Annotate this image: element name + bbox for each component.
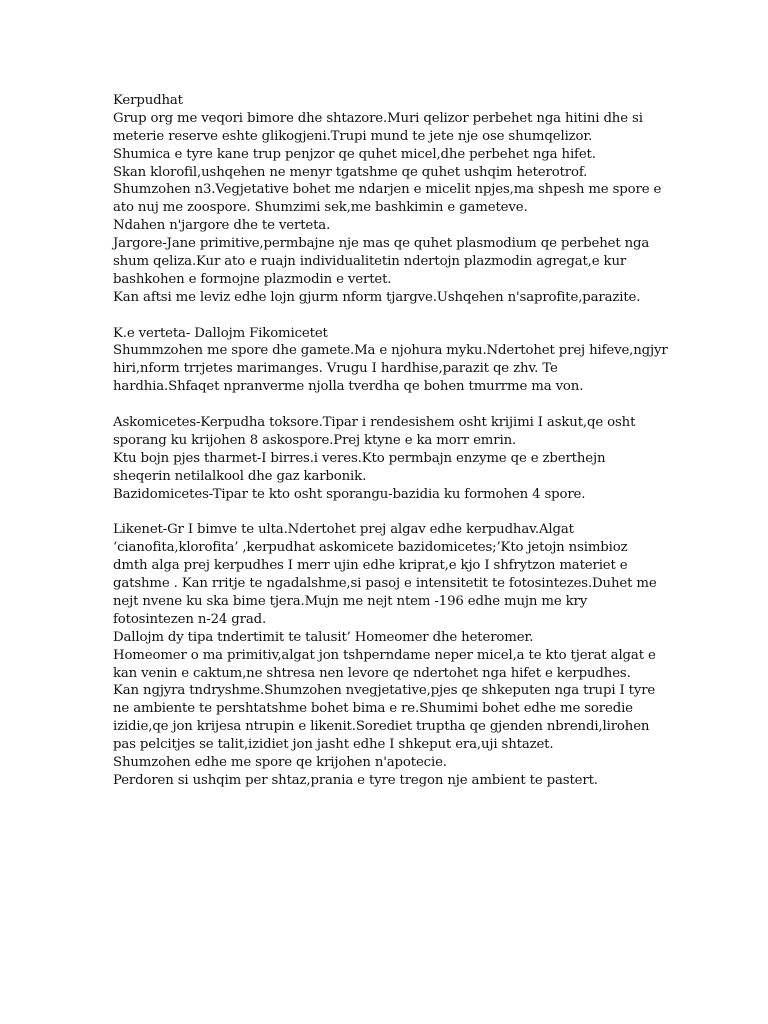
text-line: nejt nvene ku ska bime tjera.Mujn me nejt ntem -196 edhe mujn me kry bbox=[113, 593, 588, 609]
text-line: Kan aftsi me leviz edhe lojn gjurm nform tjargve.Ushqehen n'saprofite,parazite. bbox=[113, 289, 641, 305]
text-line: ato nuj me zoospore. Shumzimi sek,me bashkimin e gameteve. bbox=[113, 200, 528, 216]
text-line: Ndahen n'jargore dhe te verteta. bbox=[113, 218, 331, 234]
paragraph bbox=[113, 521, 733, 789]
document-heading: Kerpudhat bbox=[113, 93, 183, 108]
text-line: hiri,nform trrjetes marimanges. Vrugu I hardhise,parazit qe zhv. Te bbox=[113, 361, 558, 377]
text-line: izidie,qe jon krijesa ntrupin e likenit.Sorediet truptha qe gjenden nbrendi,lirohen bbox=[113, 719, 650, 735]
text-line: Bazidomicetes-Tipar te kto osht sporangu-bazidia ku formohen 4 spore. bbox=[113, 486, 586, 502]
text-line: kan venin e caktum,ne shtresa nen levore qe ndertohet nga hifet e kerpudhes. bbox=[113, 665, 631, 681]
text-line: Jargore-Jane primitive,permbajne nje mas qe quhet plasmodium qe perbehet nga bbox=[113, 236, 650, 252]
text-line: Kan ngjyra tndryshme.Shumzohen nvegjetative,pjes qe shkeputen nga trupi I tyre bbox=[113, 683, 656, 699]
paragraph bbox=[113, 92, 733, 307]
text-line: meterie reserve eshte glikogjeni.Trupi mund te jete nje ose shumqelizor. bbox=[113, 128, 593, 144]
text-line: ‘cianofita,klorofita’ ,kerpudhat askomicete bazidomicetes;’Kto jetojn nsimbioz bbox=[113, 540, 628, 556]
text-line: Grup org me veqori bimore dhe shtazore.Muri qelizor perbehet nga hitini dhe si bbox=[113, 110, 643, 126]
paragraph bbox=[113, 325, 733, 397]
text-line: ne ambiente te pershtatshme bohet bima e re.Shumimi bohet edhe me soredie bbox=[113, 701, 633, 717]
text-line: Ktu bojn pjes tharmet-I birres.i veres.Kto permbajn enzyme qe e zberthejn bbox=[113, 450, 606, 466]
text-line: dmth alga prej kerpudhes I merr ujin edhe kriprat,e kjo I shfrytzon materiet e bbox=[113, 558, 628, 574]
document-page bbox=[113, 92, 733, 790]
text-line: Skan klorofil,ushqehen ne menyr tgatshme qe quhet ushqim heterotrof. bbox=[113, 164, 588, 180]
text-line: Askomicetes-Kerpudha toksore.Tipar i rendesishem osht krijimi I askut,qe osht bbox=[113, 415, 636, 431]
text-line: Shumzohen n3.Vegjetative bohet me ndarjen e micelit npjes,ma shpesh me spore e bbox=[113, 182, 662, 198]
text-line: shum qeliza.Kur ato e ruajn individualitetin ndertojn plazmodin agregat,e kur bbox=[113, 254, 627, 270]
text-line: Homeomer o ma primitiv,algat jon tshperndame neper micel,a te kto tjerat algat e bbox=[113, 647, 656, 663]
text-line: Dallojm dy tipa tndertimit te talusit’ Homeomer dhe heteromer. bbox=[113, 629, 534, 645]
text-line: Shumica e tyre kane trup penjzor qe quhet micel,dhe perbehet nga hifet. bbox=[113, 146, 596, 162]
text-line: Shummzohen me spore dhe gamete.Ma e njohura myku.Ndertohet prej hifeve,ngjyr bbox=[113, 343, 668, 359]
text-line: pas pelcitjes se talit,izidiet jon jasht edhe I shkeput era,uji shtazet. bbox=[113, 737, 554, 753]
text-line: gatshme . Kan rritje te ngadalshme,si pasoj e intensitetit te fotosintezes.Duhet me bbox=[113, 576, 657, 592]
paragraph bbox=[113, 414, 733, 503]
text-line: bashkohen e formojne plazmodin e vertet. bbox=[113, 271, 392, 287]
text-line: Shumzohen edhe me spore qe krijohen n'apotecie. bbox=[113, 754, 447, 770]
text-line: sporang ku krijohen 8 askospore.Prej ktyne e ka morr emrin. bbox=[113, 432, 517, 448]
text-line: Perdoren si ushqim per shtaz,prania e tyre tregon nje ambient te pastert. bbox=[113, 772, 598, 788]
text-line: sheqerin netilalkool dhe gaz karbonik. bbox=[113, 468, 367, 484]
text-line: fotosintezen n-24 grad. bbox=[113, 611, 267, 627]
text-line: K.e verteta- Dallojm Fikomicetet bbox=[113, 325, 328, 341]
text-line: Likenet-Gr I bimve te ulta.Ndertohet prej algav edhe kerpudhav.Algat bbox=[113, 522, 574, 538]
text-line: hardhia.Shfaqet npranverme njolla tverdha qe bohen tmurrme ma von. bbox=[113, 379, 584, 395]
